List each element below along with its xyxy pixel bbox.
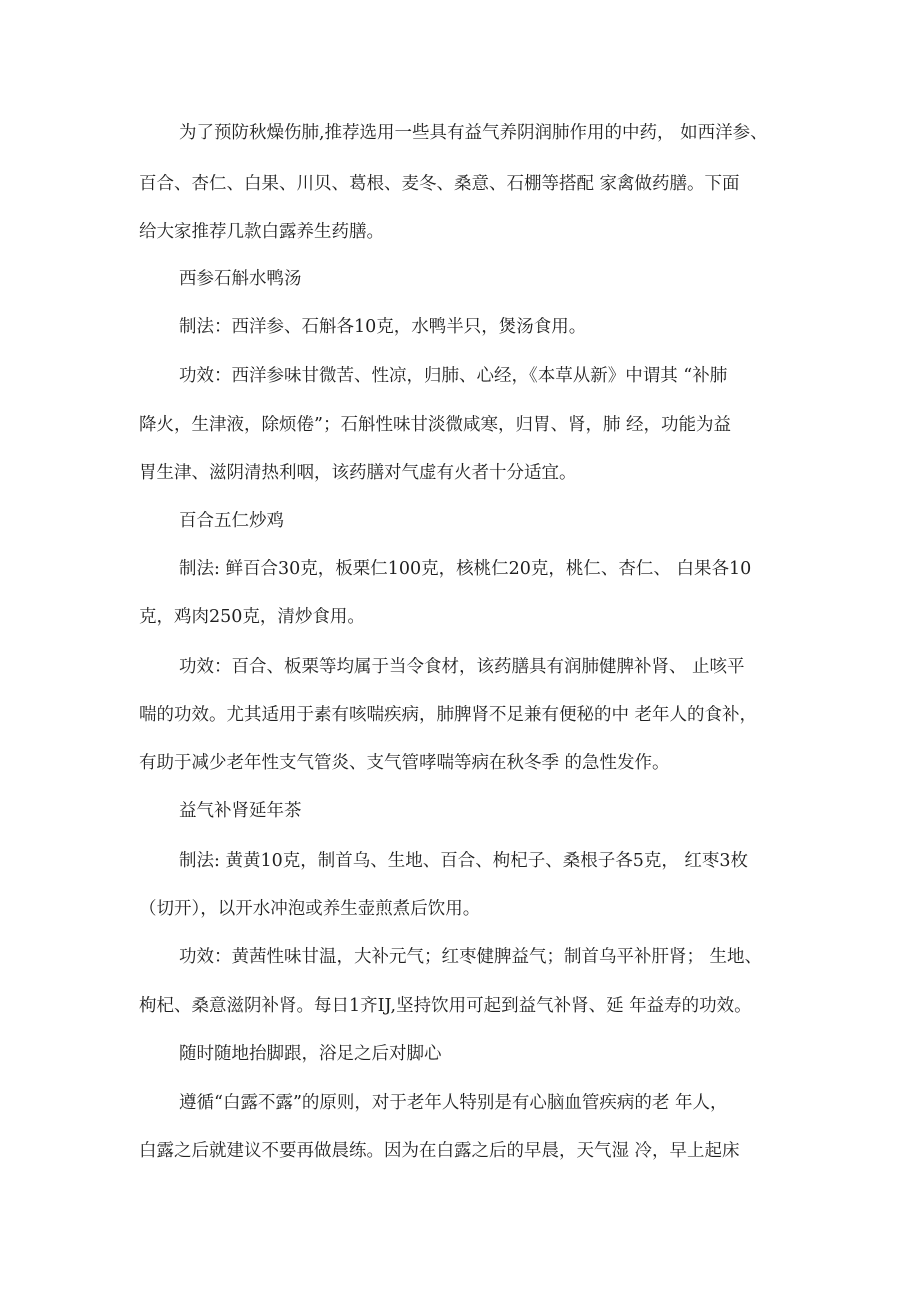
recipe-1-title: 西参石斛水鸭汤	[179, 269, 302, 289]
tip-body-line-1: 遵循“白露不露”的原则，对于老年人特别是有心脑血管疾病的老 年人，	[179, 1093, 728, 1113]
recipe-3-title: 益气补肾延年茶	[179, 801, 302, 821]
recipe-3-method-line-1: 制法: 黄黄10克，制首乌、生地、百合、枸杞子、桑根子各5克， 红枣3枚	[179, 851, 749, 871]
tip-body-line-2: 白露之后就建议不要再做晨练。因为在白露之后的早晨，天气湿 冷，早上起床	[139, 1141, 740, 1161]
recipe-2-effect-line-3: 有助于减少老年性支气管炎、支气管哮喘等病在秋冬季 的急性发作。	[139, 753, 670, 773]
recipe-3-method-line-2: （切开），以开水冲泡或养生壶煎煮后饮用。	[139, 899, 481, 919]
recipe-2-effect-line-1: 功效：百合、板栗等均属于当令食材，该药膳具有润肺健脾补肾、 止咳平	[179, 657, 745, 677]
recipe-2-method-line-1: 制法: 鲜百合30克，板栗仁100克，核桃仁20克，桃仁、杏仁、 白果各10	[179, 559, 752, 579]
recipe-1-effect-line-3: 胃生津、滋阴清热利咽，该药膳对气虚有火者十分适宜。	[139, 463, 577, 483]
recipe-1-method: 制法：西洋参、石斛各10克，水鸭半只，煲汤食用。	[179, 317, 587, 337]
recipe-2-effect-line-2: 喘的功效。尤其适用于素有咳喘疾病，肺脾肾不足兼有便秘的中 老年人的食补，	[139, 705, 758, 725]
recipe-3-effect-line-2: 枸杞、桑意滋阴补肾。每日1齐IJ,坚持饮用可起到益气补肾、延 年益寿的功效。	[139, 996, 752, 1016]
intro-line-1: 为了预防秋燥伤肺,推荐选用一些具有益气养阴润肺作用的中药， 如西洋参、	[179, 123, 768, 143]
intro-line-2: 百合、杏仁、白果、川贝、葛根、麦冬、桑意、石棚等搭配 家禽做药膳。下面	[139, 174, 740, 194]
recipe-1-effect-line-1: 功效：西洋参味甘微苦、性凉，归肺、心经，《本草从新》中谓其 “补肺	[179, 366, 728, 386]
recipe-1-effect-line-2: 降火，生津液，除烦倦”；石斛性味甘淡微咸寒，归胃、肾，肺 经，功能为益	[139, 415, 732, 435]
tip-title: 随时随地抬脚跟，浴足之后对脚心	[179, 1044, 442, 1064]
recipe-2-title: 百合五仁炒鸡	[179, 511, 284, 531]
recipe-3-effect-line-1: 功效：黄茜性味甘温，大补元气；红枣健脾益气；制首乌平补肝肾； 生地、	[179, 947, 763, 967]
recipe-2-method-line-2: 克，鸡肉250克，清炒食用。	[139, 607, 365, 627]
intro-line-3: 给大家推荐几款白露养生药膳。	[139, 222, 384, 242]
